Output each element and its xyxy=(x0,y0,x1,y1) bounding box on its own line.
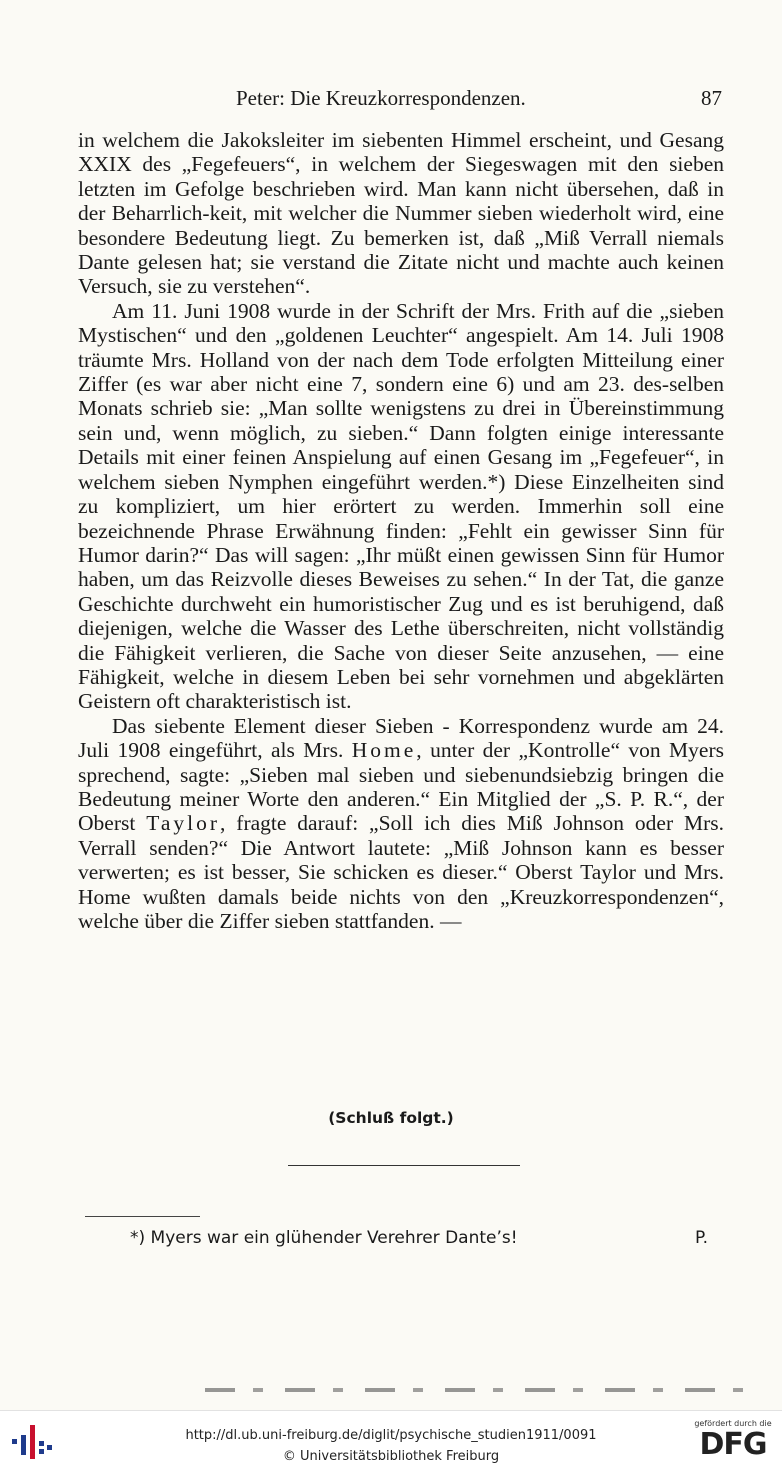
continued-note: (Schluß folgt.) xyxy=(328,1109,454,1127)
paragraph-1: in welchem die Jakoksleiter im siebenten Himmel erscheint, und Gesang XXIX des „Fegefeuers“, in welchem der Siegeswagen mit den sieben letzten im Gefolge beschrieben wird. Man kann nicht übersehen, daß in der Beharrlich-keit, mit welcher die Nummer sieben wiederholt wird, eine besondere Bedeutung liegt. Zu bemerken ist, daß „Miß Verrall niemals Dante gelesen hat; sie verstand die Zitate nicht und machte auch keinen Versuch, sie zu verstehen“. xyxy=(78,128,724,299)
scan-edge-artifact xyxy=(205,1388,765,1392)
article-body xyxy=(78,128,724,933)
running-header xyxy=(78,86,722,116)
paragraph-3-part-a: Das siebente Element dieser Sieben - Korrespondenz wurde am 24. Juli 1908 eingeführt, als Mrs. xyxy=(78,713,724,763)
permalink-link[interactable]: http://dl.ub.uni-freiburg.de/diglit/psychische_studien1911/0091 xyxy=(185,1428,597,1443)
paragraph-3-part-c: , fragte darauf: „Soll ich dies Miß Johnson oder Mrs. Verrall senden?“ Die Antwort lautete: „Miß Johnson kann es besser verwerten; es ist besser, Sie schicken es dieser.“ Oberst Taylor und Mrs. Home wußten damals beide nichts von den „Kreuzkorrespondenzen“, welche über die Ziffer sieben stattfanden. — xyxy=(78,811,724,933)
footnote-text: *) Myers war ein glühender Verehrer Dante’s! xyxy=(130,1228,518,1248)
paragraph-3-part-b: , unter der „Kontrolle“ von Myers sprechend, sagte: „Sieben mal sieben und siebenundsiebzig bringen die Bedeutung meiner Worte den anderen.“ Ein Mitglied der „S. P. R.“, der Oberst xyxy=(78,738,724,836)
footnote-rule xyxy=(85,1216,200,1217)
dfg-funding-label: gefördert durch die xyxy=(694,1419,772,1428)
copyright-text: © Universitätsbibliothek Freiburg xyxy=(282,1449,500,1464)
section-divider xyxy=(288,1165,520,1166)
running-title: Peter: Die Kreuzkorrespondenzen. xyxy=(236,86,526,110)
page-number: 87 xyxy=(701,86,722,110)
name-home-spaced: Home xyxy=(351,738,417,763)
name-taylor-spaced: Taylor xyxy=(146,811,221,836)
dfg-logo xyxy=(692,1419,774,1465)
footnote-signature: P. xyxy=(694,1228,708,1248)
paragraph-2: Am 11. Juni 1908 wurde in der Schrift der Mrs. Frith auf die „sieben Mystischen“ und den „goldenen Leuchter“ angespielt. Am 14. Juli 1908 träumte Mrs. Holland von der nach dem Tode erfolgten Mitteilung einer Ziffer (es war aber nicht eine 7, sondern eine 6) und am 23. des-selben Monats schrieb sie: „Man sollte wenigstens zu drei in Übereinstimmung sein und, wenn möglich, zu sieben.“ Dann folgten einige interessante Details mit einer feinen Anspielung auf einen Gesang im „Fegefeuer“, in welchem sieben Nymphen eingeführt werden.*) Diese Einzelheiten sind zu kompliziert, um hier erörtert zu werden. Immerhin soll eine bezeichnende Phrase Erwähnung finden: „Fehlt ein gewisser Sinn für Humor darin?“ Das will sagen: „Ihr müßt einen gewissen Sinn für Humor haben, um das Reizvolle dieses Beweises zu sehen.“ In der Tat, die ganze Geschichte durchweht ein humoristischer Zug und es ist beruhigend, daß diejenigen, welche die Wasser des Lethe überschreiten, nicht vollständig die Fähigkeit verlieren, die Sache von dieser Seite anzusehen, — eine Fähigkeit, welche in diesem Leben bei sehr vornehmen und abgeklärten Geistern oft charakteristisch ist. xyxy=(78,298,724,714)
library-footer xyxy=(0,1410,782,1470)
dfg-wordmark: DFG xyxy=(699,1427,767,1462)
paragraph-3 xyxy=(78,714,724,934)
